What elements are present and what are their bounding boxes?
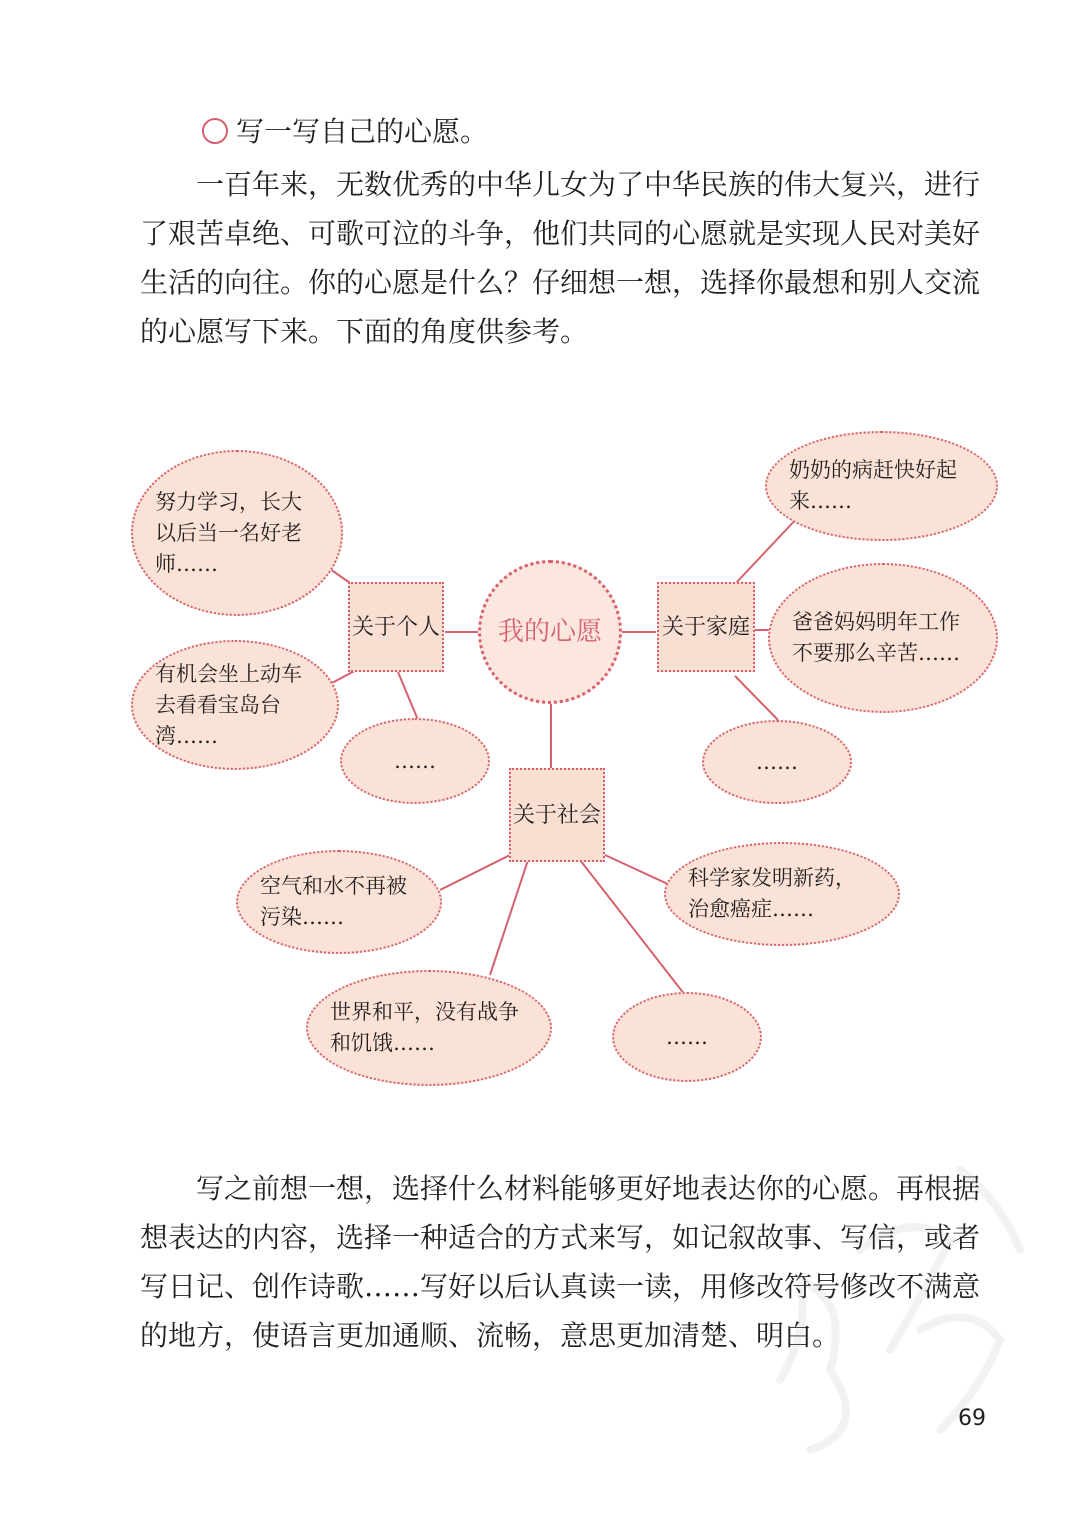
bubble-society-more (612, 992, 762, 1082)
bubble-family-parents (768, 563, 998, 713)
bubble-text: …… (666, 1024, 708, 1049)
page-number: 69 (958, 1406, 986, 1431)
bubble-family-grandma (765, 431, 998, 541)
bubble-society-peace (306, 970, 552, 1086)
intro-paragraph: 一百年来，无数优秀的中华儿女为了中华民族的伟大复兴，进行了艰苦卓绝、可歌可泣的斗争，他们共同的心愿就是实现人民对美好生活的向往。你的心愿是什么？仔细想一想，选择你最想和别人交流的心愿写下来。下面的角度供参考。 (140, 168, 981, 348)
watermark-seal-icon (740, 1130, 1040, 1470)
bubble-society-pollution (236, 850, 442, 954)
mindmap-center: 我的心愿 (478, 560, 622, 704)
topic-personal: 关于个人 (348, 582, 444, 672)
bubble-personal-teacher (131, 450, 343, 616)
bubble-text: …… (756, 749, 798, 774)
bubble-text: 奶奶的病赶快好起来…… (789, 458, 957, 513)
bubble-society-medicine (664, 842, 900, 946)
circle-bullet-icon (202, 118, 228, 144)
closing-paragraph: 写之前想一想，选择什么材料能够更好地表达你的心愿。再根据想表达的内容，选择一种适合的方式来写，如记叙故事、写信，或者写日记、创作诗歌……写好以后认真读一读，用修改符号修改不满意的地方，使语言更加通顺、流畅，意思更加清楚、明白。 (140, 1172, 981, 1352)
bubble-family-more (702, 720, 852, 804)
bubble-text: 科学家发明新药，治愈癌症…… (688, 866, 856, 921)
bubble-text: 有机会坐上动车去看看宝岛台湾…… (155, 661, 302, 748)
bubble-text: 世界和平，没有战争和饥饿…… (330, 1000, 519, 1055)
bubble-text: 努力学习，长大以后当一名好老师…… (155, 489, 302, 576)
topic-society: 关于社会 (509, 768, 605, 862)
bubble-text: 爸爸妈妈明年工作不要那么辛苦…… (792, 610, 960, 665)
bubble-personal-taiwan (131, 640, 339, 770)
task-title (202, 112, 488, 152)
bubble-personal-more (340, 718, 490, 804)
topic-family: 关于家庭 (657, 582, 755, 672)
bubble-text: …… (394, 748, 436, 773)
bubble-text: 空气和水不再被污染…… (260, 874, 407, 929)
task-title-text: 写一写自己的心愿。 (236, 115, 489, 148)
